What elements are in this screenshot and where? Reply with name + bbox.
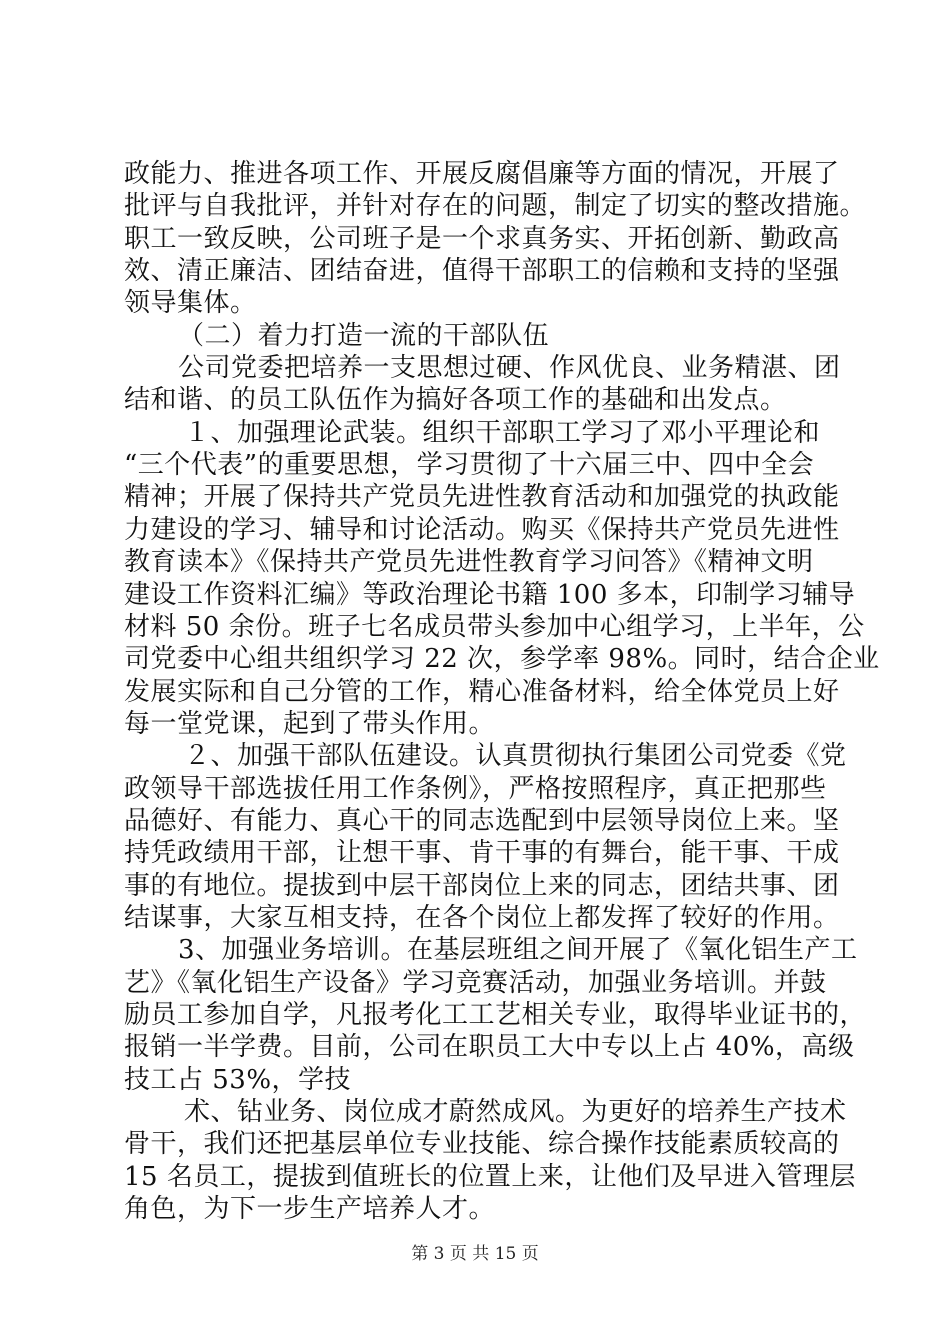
body-line: 力建设的学习、辅导和讨论活动。购买《保持共产党员先进性 bbox=[124, 515, 840, 545]
body-line: 材料 50 余份。班子七名成员带头参加中心组学习，上半年，公 bbox=[124, 612, 865, 642]
body-line: 结和谐、的员工队伍作为搞好各项工作的基础和出发点。 bbox=[124, 385, 787, 415]
body-line: 批评与自我批评，并针对存在的问题，制定了切实的整改措施。 bbox=[124, 191, 867, 221]
body-line: 司党委中心组共组织学习 22 次，参学率 98%。同时，结合企业 bbox=[124, 644, 880, 674]
body-line: ２、加强干部队伍建设。认真贯彻执行集团公司党委《党 bbox=[184, 741, 847, 771]
body-line: 每一堂党课，起到了带头作用。 bbox=[124, 709, 496, 739]
body-line: 精神；开展了保持共产党员先进性教育活动和加强党的执政能 bbox=[124, 482, 840, 512]
body-line: 报销一半学费。目前，公司在职员工大中专以上占 40%，高级 bbox=[124, 1032, 855, 1062]
body-line: １、加强理论武装。组织干部职工学习了邓小平理论和 bbox=[184, 418, 821, 448]
body-line: 励员工参加自学，凡报考化工工艺相关专业，取得毕业证书的， bbox=[124, 1000, 867, 1030]
body-line: 事的有地位。提拔到中层干部岗位上来的同志，团结共事、团 bbox=[124, 871, 840, 901]
body-line: 教育读本》《保持共产党员先进性教育学习问答》《精神文明 bbox=[124, 547, 814, 577]
body-line: 建设工作资料汇编》等政治理论书籍 100 多本，印制学习辅导 bbox=[124, 580, 856, 610]
body-line: 领导集体。 bbox=[124, 288, 257, 318]
body-line: 15 名员工，提拔到值班长的位置上来，让他们及早进入管理层 bbox=[124, 1162, 856, 1192]
page-footer: 第 3 页 共 15 页 bbox=[411, 1244, 539, 1264]
body-line: “三个代表”的重要思想，学习贯彻了十六届三中、四中全会 bbox=[124, 450, 815, 480]
body-line: 政领导干部选拔任用工作条例》，严格按照程序，真正把那些 bbox=[124, 774, 827, 804]
body-line: 品德好、有能力、真心干的同志选配到中层领导岗位上来。坚 bbox=[124, 806, 840, 836]
body-line: 发展实际和自己分管的工作，精心准备材料，给全体党员上好 bbox=[124, 677, 840, 707]
body-line: 政能力、推进各项工作、开展反腐倡廉等方面的情况，开展了 bbox=[124, 159, 840, 189]
body-line: 职工一致反映，公司班子是一个求真务实、开拓创新、勤政高 bbox=[124, 224, 840, 254]
body-line: 效、清正廉洁、团结奋进，值得干部职工的信赖和支持的坚强 bbox=[124, 256, 840, 286]
body-line: 技工占 53%，学技 bbox=[124, 1065, 352, 1095]
body-line: 结谋事，大家互相支持，在各个岗位上都发挥了较好的作用。 bbox=[124, 903, 840, 933]
body-line: 骨干，我们还把基层单位专业技能、综合操作技能素质较高的 bbox=[124, 1129, 840, 1159]
body-line: 3、加强业务培训。在基层班组之间开展了《氧化铝生产工 bbox=[178, 935, 858, 965]
body-line: 公司党委把培养一支思想过硬、作风优良、业务精湛、团 bbox=[178, 353, 841, 383]
section-heading: （二）着力打造一流的干部队伍 bbox=[178, 321, 550, 351]
body-line: 术、钻业务、岗位成才蔚然成风。为更好的培养生产技术 bbox=[184, 1097, 847, 1127]
body-line: 艺》《氧化铝生产设备》学习竞赛活动，加强业务培训。并鼓 bbox=[124, 968, 827, 998]
body-line: 角色，为下一步生产培养人才。 bbox=[124, 1194, 496, 1224]
body-line: 持凭政绩用干部，让想干事、肯干事的有舞台，能干事、干成 bbox=[124, 838, 840, 868]
